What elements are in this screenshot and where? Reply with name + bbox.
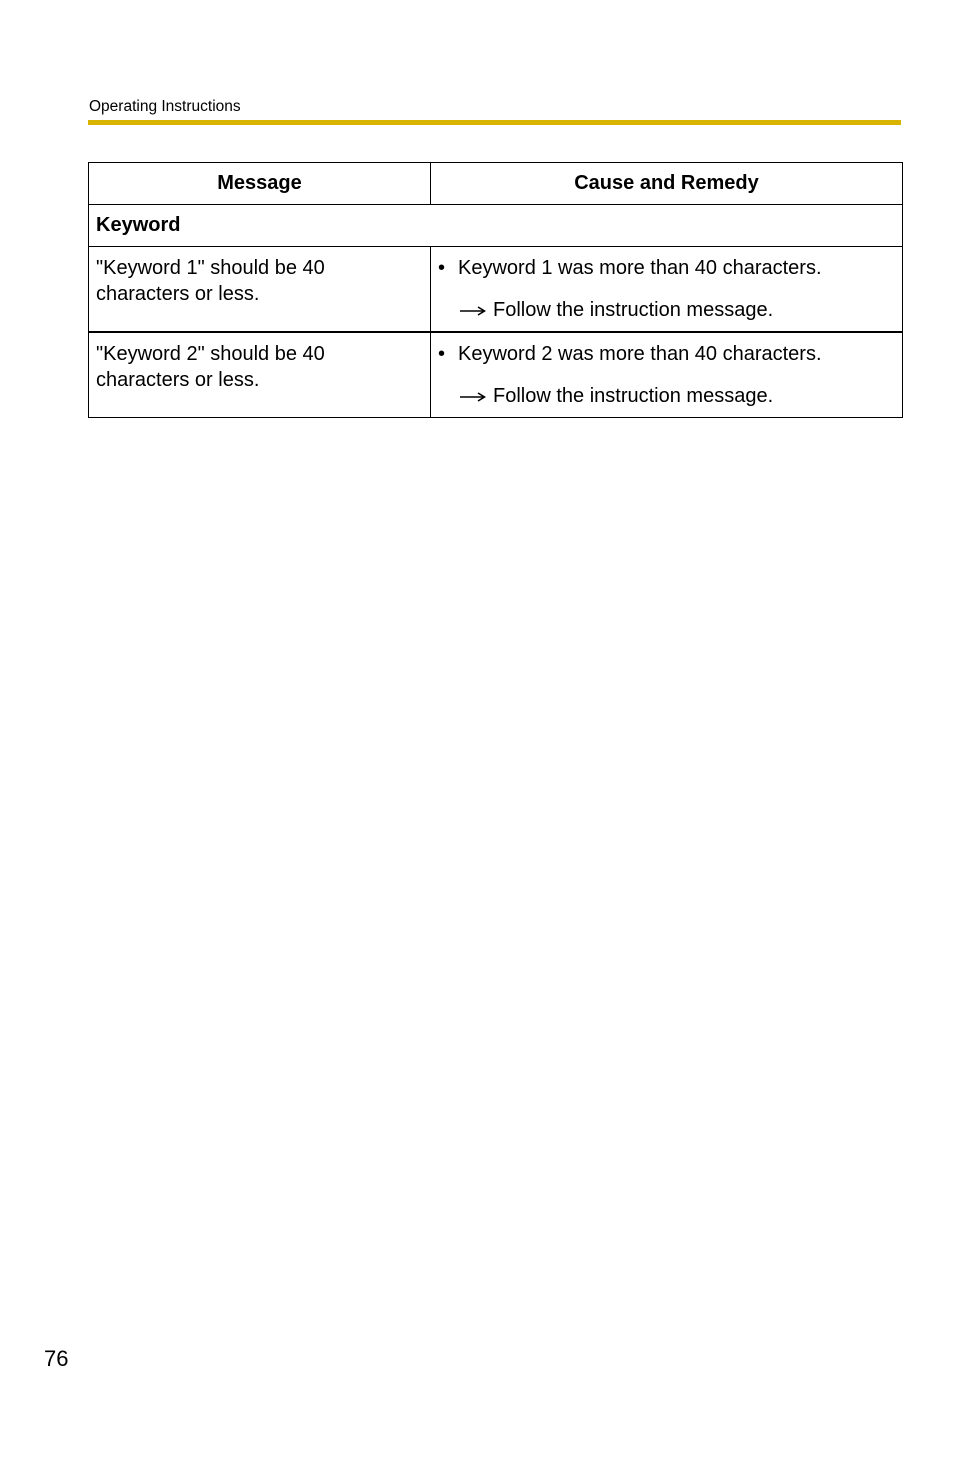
remedy-line <box>431 281 902 331</box>
message-cell <box>89 332 431 418</box>
cause-line <box>431 247 902 281</box>
message-cell <box>89 247 431 333</box>
header-rule <box>88 120 901 125</box>
cause-line <box>431 333 902 367</box>
message-table <box>88 162 903 418</box>
table-row <box>89 247 903 333</box>
message-text: "Keyword 2" should be 40 characters or less. <box>96 343 325 391</box>
section-title-keyword: Keyword <box>89 205 903 247</box>
remedy-text: Follow the instruction message. <box>493 385 774 407</box>
table-row <box>89 332 903 418</box>
page-header-title: Operating Instructions <box>89 98 241 115</box>
remedy-line <box>431 367 902 417</box>
cause-text: Keyword 2 was more than 40 characters. <box>458 343 822 365</box>
column-header-cause-and-remedy: Cause and Remedy <box>431 163 903 205</box>
column-header-message: Message <box>89 163 431 205</box>
bullet-icon: • <box>438 257 446 279</box>
table-header-row <box>89 163 903 205</box>
right-arrow-icon <box>460 391 486 403</box>
page-number: 76 <box>44 1346 69 1371</box>
remedy-text: Follow the instruction message. <box>493 299 774 321</box>
bullet-icon: • <box>438 343 446 365</box>
message-text: "Keyword 1" should be 40 characters or less. <box>96 257 325 305</box>
cause-remedy-cell <box>431 332 903 418</box>
right-arrow-icon <box>460 305 486 317</box>
cause-remedy-cell <box>431 247 903 333</box>
section-row <box>89 205 903 247</box>
cause-text: Keyword 1 was more than 40 characters. <box>458 257 822 279</box>
